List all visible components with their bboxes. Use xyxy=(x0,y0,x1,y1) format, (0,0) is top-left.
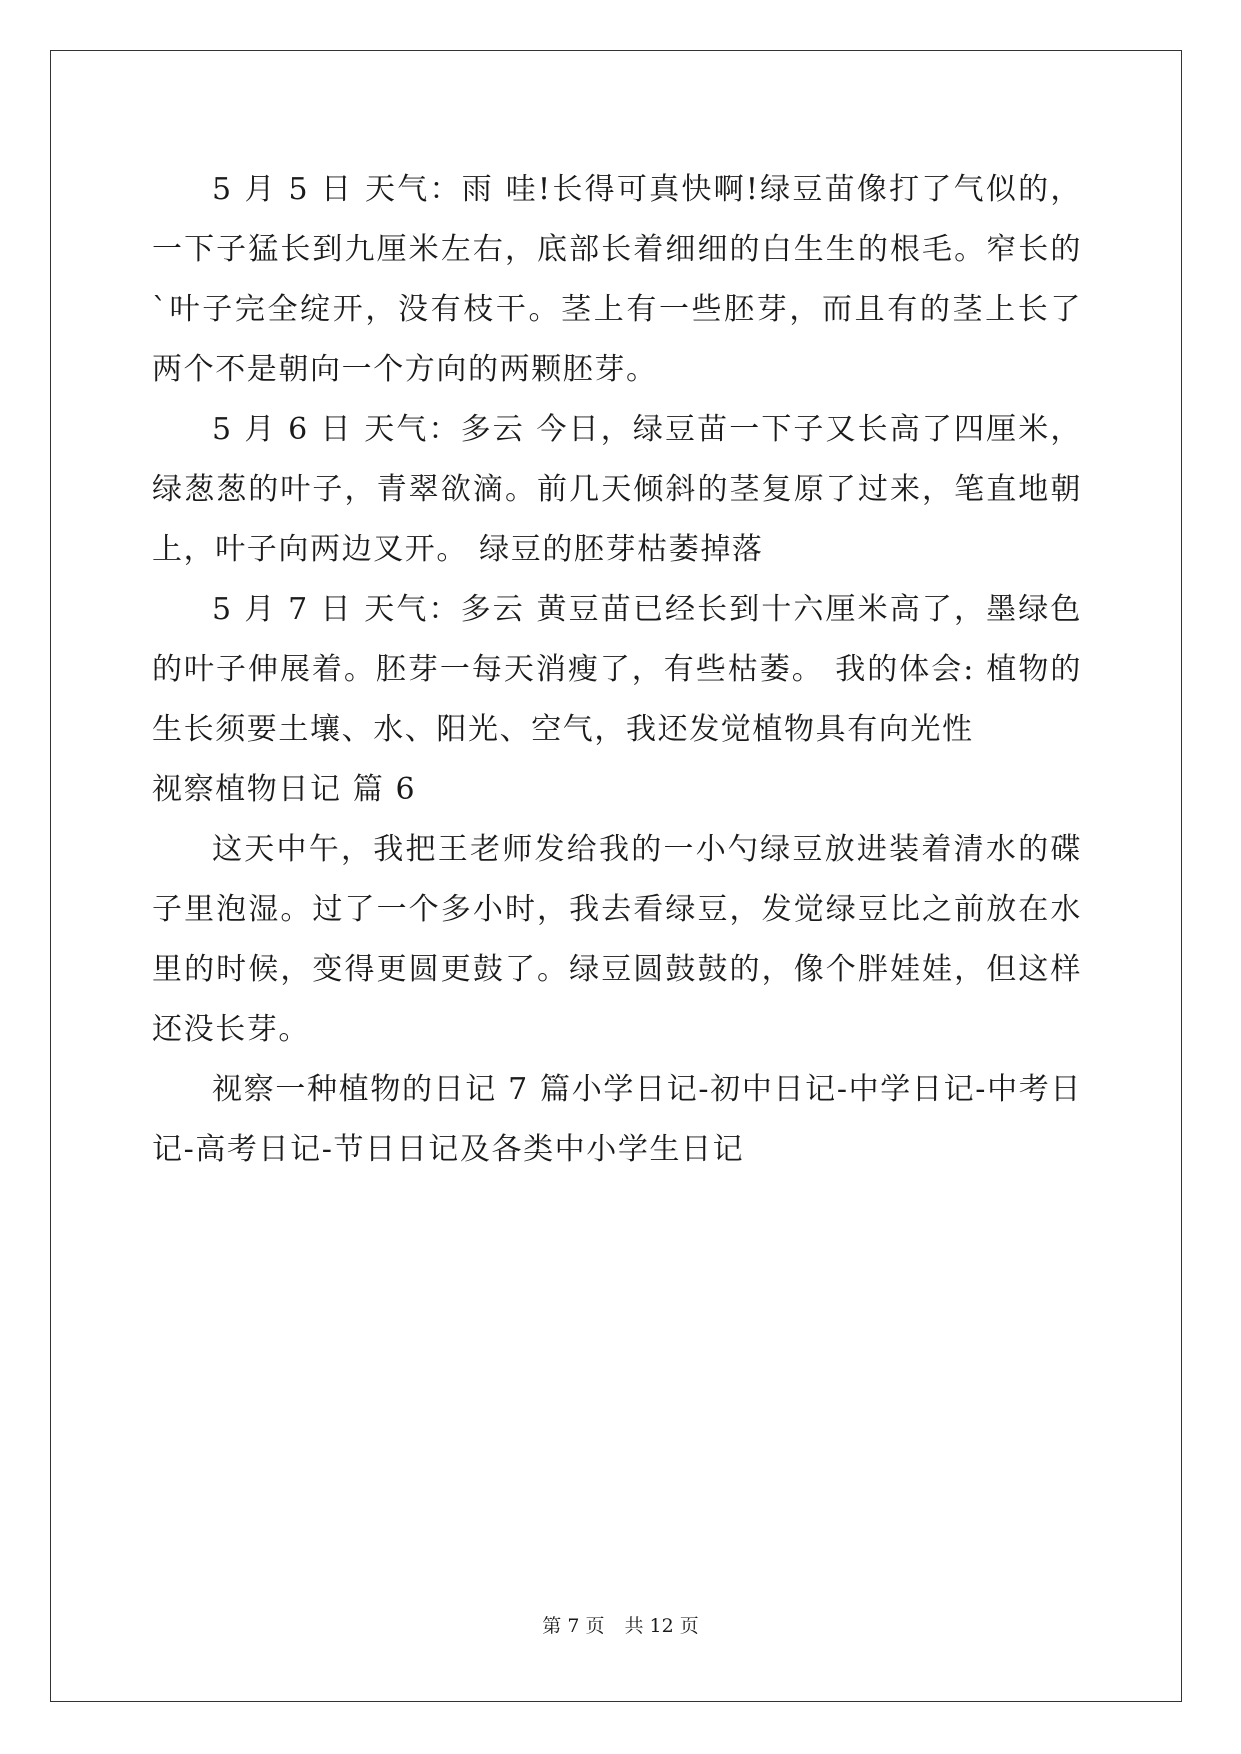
page-number-current: 第 7 页 xyxy=(542,1615,605,1637)
diary-entry-may-6: 5 月 6 日 天气：多云 今日，绿豆苗一下子又长高了四厘米，绿葱葱的叶子，青翠欲滴。前几天倾斜的茎复原了过来，笔直地朝上，叶子向两边叉开。 绿豆的胚芽枯萎掉落 xyxy=(152,412,1082,567)
document-body xyxy=(152,160,1082,1180)
diary-entry-may-7: 5 月 7 日 天气：多云 黄豆苗已经长到十六厘米高了，墨绿色的叶子伸展着。胚芽一每天消瘦了，有些枯萎。 我的体会: 植物的生长须要土壤、水、阳光、空气，我还发觉植物具有向光性 xyxy=(152,592,1082,747)
page-footer xyxy=(0,1612,1241,1640)
section-heading: 视察植物日记 篇 6 xyxy=(152,772,417,807)
page-number-total: 共 12 页 xyxy=(624,1615,699,1637)
diary-summary: 视察一种植物的日记 7 篇小学日记-初中日记-中学日记-中考日记-高考日记-节日日记及各类中小学生日记 xyxy=(152,1072,1082,1167)
diary-entry-may-5: 5 月 5 日 天气：雨 哇!长得可真快啊!绿豆苗像打了气似的，一下子猛长到九厘米左右，底部长着细细的白生生的根毛。窄长的`叶子完全绽开，没有枝干。茎上有一些胚芽，而且有的茎上长了两个不是朝向一个方向的两颗胚芽。 xyxy=(152,172,1082,387)
diary-entry-noon: 这天中午，我把王老师发给我的一小勺绿豆放进装着清水的碟子里泡湿。过了一个多小时，我去看绿豆，发觉绿豆比之前放在水里的时候，变得更圆更鼓了。绿豆圆鼓鼓的，像个胖娃娃，但这样还没长芽。 xyxy=(152,832,1082,1047)
